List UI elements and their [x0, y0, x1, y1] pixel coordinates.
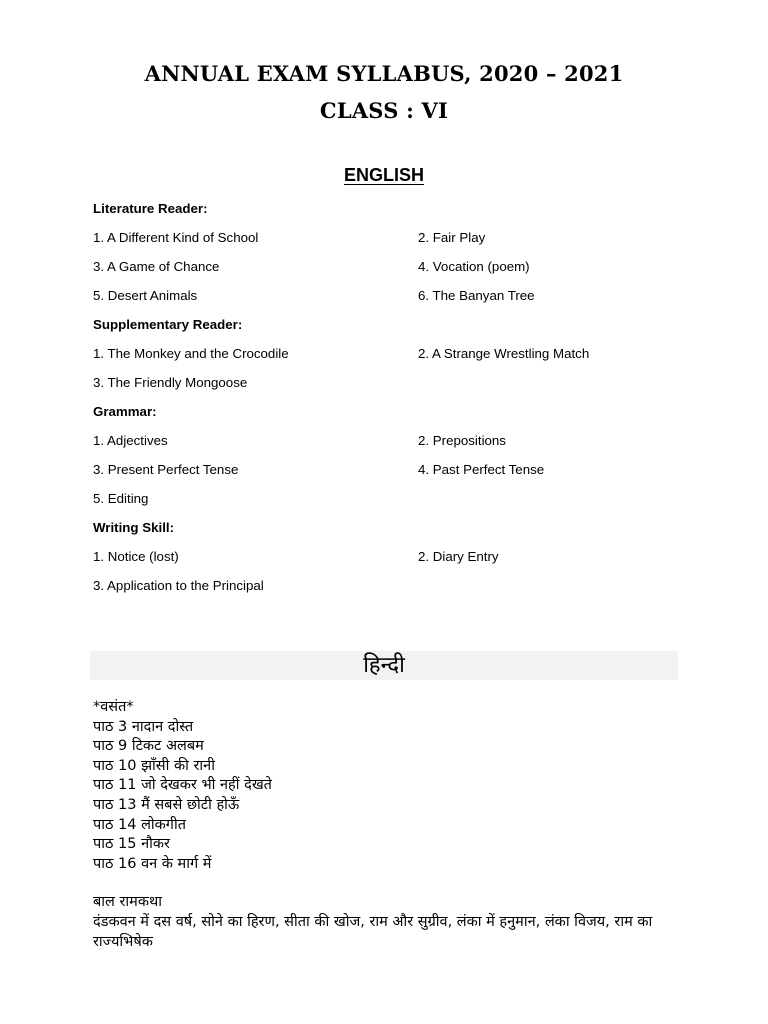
bal-ramkatha-chapters: दंडकवन में दस वर्ष, सोने का हिरण, सीता की खोज, राम और सुग्रीव, लंका में हनुमान, लंका विजय, राम का राज्यभिषेक	[93, 913, 653, 950]
syllabus-item: 1. Adjectives	[93, 433, 168, 448]
hindi-lesson: पाठ 14 लोकगीत	[93, 816, 186, 833]
syllabus-item: 5. Editing	[93, 491, 149, 506]
syllabus-item: 3. The Friendly Mongoose	[93, 375, 248, 390]
section-subheading: Literature Reader:	[93, 201, 208, 216]
syllabus-item-row	[93, 489, 713, 518]
section-subheading-row	[93, 518, 713, 547]
english-heading	[0, 165, 768, 186]
hindi-section	[93, 698, 693, 952]
syllabus-item: 2. Diary Entry	[418, 549, 499, 564]
syllabus-item-row	[93, 373, 713, 402]
syllabus-item: 2. Fair Play	[418, 230, 486, 245]
syllabus-item-row	[93, 257, 713, 286]
syllabus-item-row	[93, 576, 713, 605]
section-subheading-row	[93, 402, 713, 431]
hindi-heading: हिन्दी	[363, 653, 405, 678]
hindi-lesson: पाठ 3 नादान दोस्त	[93, 718, 194, 735]
syllabus-item: 4. Vocation (poem)	[418, 259, 530, 274]
syllabus-item-row	[93, 344, 713, 373]
class-title: CLASS : VI	[319, 98, 449, 123]
hindi-lesson: पाठ 10 झाँसी की रानी	[93, 757, 215, 774]
syllabus-item-row	[93, 431, 713, 460]
document-title: ANNUAL EXAM SYLLABUS, 2020 – 2021	[144, 61, 624, 86]
hindi-lesson: पाठ 9 टिकट अलबम	[93, 738, 204, 755]
syllabus-item-row	[93, 228, 713, 257]
section-subheading: Supplementary Reader:	[93, 317, 243, 332]
hindi-lesson: पाठ 15 नौकर	[93, 836, 170, 853]
section-subheading: Writing Skill:	[93, 520, 175, 535]
syllabus-item: 3. Application to the Principal	[93, 578, 264, 593]
spacer	[93, 874, 693, 893]
syllabus-item: 3. Present Perfect Tense	[93, 462, 239, 477]
hindi-lesson: पाठ 16 वन के मार्ग में	[93, 855, 212, 872]
hindi-lesson: पाठ 13 मैं सबसे छोटी होऊँ	[93, 796, 240, 813]
syllabus-item-row	[93, 286, 713, 315]
syllabus-item: 5. Desert Animals	[93, 288, 198, 303]
syllabus-item-row	[93, 547, 713, 576]
syllabus-item: 2. A Strange Wrestling Match	[418, 346, 590, 361]
section-subheading-row	[93, 315, 713, 344]
syllabus-item: 3. A Game of Chance	[93, 259, 220, 274]
syllabus-item-row	[93, 460, 713, 489]
syllabus-item: 6. The Banyan Tree	[418, 288, 535, 303]
english-heading-text: ENGLISH	[343, 165, 424, 185]
syllabus-item: 1. Notice (lost)	[93, 549, 179, 564]
syllabus-item: 2. Prepositions	[418, 433, 506, 448]
english-section	[93, 199, 713, 605]
syllabus-item: 1. A Different Kind of School	[93, 230, 259, 245]
syllabus-item: 1. The Monkey and the Crocodile	[93, 346, 289, 361]
vasant-label: *वसंत*	[93, 699, 134, 715]
section-subheading-row	[93, 199, 713, 228]
syllabus-item: 4. Past Perfect Tense	[418, 462, 545, 477]
bal-ramkatha-label: बाल रामकथा	[93, 894, 162, 911]
hindi-heading-band	[90, 651, 678, 680]
hindi-lesson: पाठ 11 जो देखकर भी नहीं देखते	[93, 777, 272, 794]
hindi-lesson-list	[93, 718, 693, 875]
section-subheading: Grammar:	[93, 404, 157, 419]
